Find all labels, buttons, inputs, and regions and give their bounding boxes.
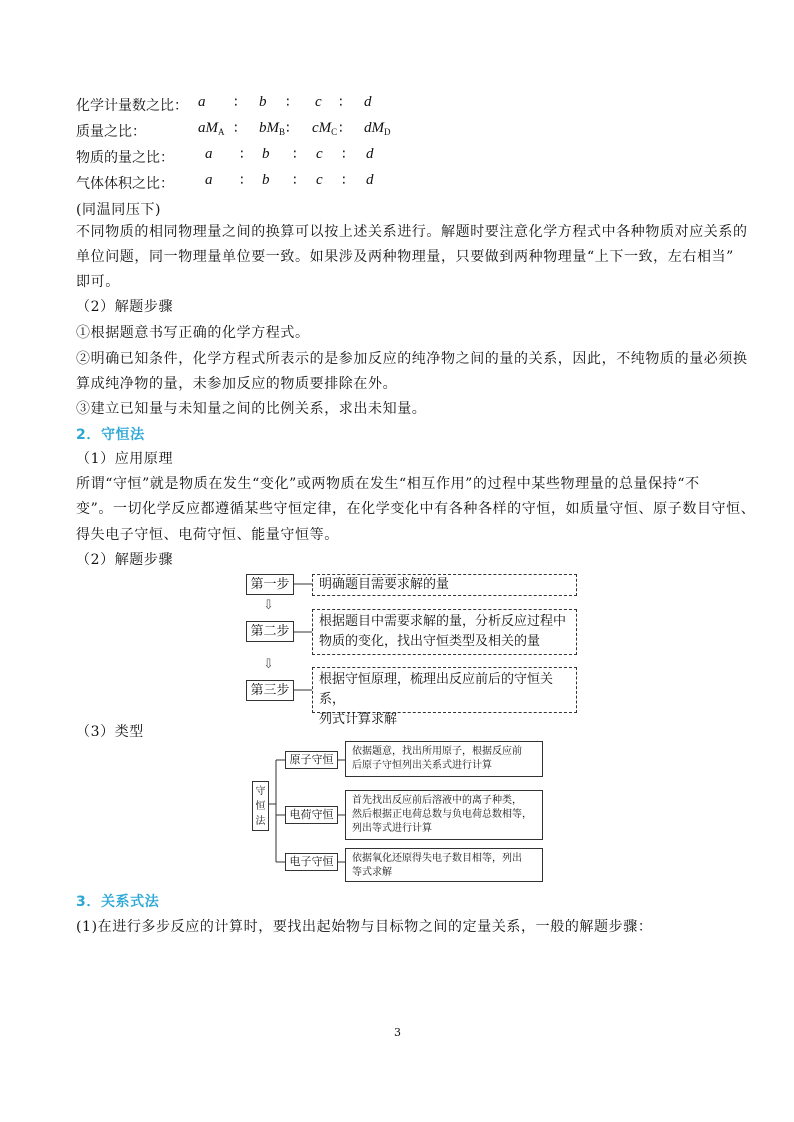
ratio-value: b xyxy=(262,172,270,188)
ratio-note: (同温同压下) xyxy=(76,202,162,218)
type-name: 电子守恒 xyxy=(285,853,338,871)
step-item: ①根据题意书写正确的化学方程式。 xyxy=(76,325,310,341)
down-arrow-icon: ⇩ xyxy=(263,598,274,613)
subsection-title: （3）类型 xyxy=(76,724,144,740)
ratio-value: a xyxy=(205,146,213,162)
ratio-value: $cM_C$ xyxy=(312,120,338,137)
ratio-colon: ∶ xyxy=(339,121,343,137)
flow-step-label: 第二步 xyxy=(246,621,294,642)
ratio-colon: ∶ xyxy=(293,173,297,189)
ratio-colon: ∶ xyxy=(286,95,290,111)
text-line: 单位问题，同一物理量单位要一致。如果涉及两种物理量，只要做到两种物理量“上下一致，左右相当” xyxy=(76,249,734,265)
ratio-colon: ∶ xyxy=(240,147,244,163)
section-heading: 2．守恒法 xyxy=(76,427,145,443)
text-line: 变”。一切化学反应都遵循某些守恒定律，在化学变化中有各种各样的守恒，如质量守恒、原子数目守恒、 xyxy=(76,501,756,517)
text-line: 即可。 xyxy=(76,274,120,290)
ratio-label: 化学计量数之比： xyxy=(76,98,188,114)
text-line: 不同物质的相同物理量之间的换算可以按上述关系进行。解题时要注意化学方程式中各种物质对应关系的 xyxy=(76,224,748,240)
ratio-label: 质量之比： xyxy=(76,124,146,140)
type-name: 原子守恒 xyxy=(285,751,338,769)
ratio-value: d xyxy=(366,146,374,162)
down-arrow-icon: ⇩ xyxy=(263,657,274,672)
flow-step-text: 根据守恒原理，梳理出反应前后的守恒关系， 列式计算求解 xyxy=(312,667,577,713)
subsection-title: （2）解题步骤 xyxy=(76,552,174,568)
step-item: ③建立已知量与未知量之间的比例关系，求出未知量。 xyxy=(76,401,427,417)
ratio-value: d xyxy=(364,94,372,110)
type-name: 电荷守恒 xyxy=(285,806,338,824)
text-line: 所谓“守恒”就是物质在发生“变化”或两物质在发生“相互作用”的过程中某些物理量的总量保持“不 xyxy=(76,476,700,492)
ratio-value: c xyxy=(316,146,323,162)
ratio-label: 物质的量之比： xyxy=(76,150,174,166)
ratio-value: c xyxy=(315,94,322,110)
ratio-value: $aM_A$ xyxy=(198,120,225,137)
flow-step-text: 根据题目中需要求解的量，分析反应过程中 物质的变化，找出守恒类型及相关的量 xyxy=(312,609,577,655)
type-desc: 依据氧化还原得失电子数目相等，列出 等式求解 xyxy=(345,848,543,882)
type-desc: 依据题意，找出所用原子，根据反应前 后原子守恒列出关系式进行计算 xyxy=(345,741,543,777)
ratio-colon: ∶ xyxy=(234,121,238,137)
flow-step-label: 第三步 xyxy=(246,680,294,701)
flow-step-text: 明确题目需要求解的量 xyxy=(312,574,577,596)
section-heading: 3．关系式法 xyxy=(76,894,160,910)
page-number: 3 xyxy=(394,1026,401,1039)
subsection-title: （1）应用原理 xyxy=(76,451,174,467)
flow-step-label: 第一步 xyxy=(246,574,294,595)
ratio-value: d xyxy=(366,172,374,188)
ratio-value: b xyxy=(262,146,270,162)
ratio-colon: ∶ xyxy=(342,147,346,163)
ratio-colon: ∶ xyxy=(234,95,238,111)
text-line: (1)在进行多步反应的计算时，要找出起始物与目标物之间的定量关系，一般的解题步骤： xyxy=(76,919,653,935)
ratio-colon: ∶ xyxy=(286,121,290,137)
ratio-value: $dM_D$ xyxy=(364,120,391,137)
types-root: 守 恒 法 xyxy=(252,781,269,831)
ratio-value: a xyxy=(198,94,206,110)
ratio-value: a xyxy=(205,172,213,188)
ratio-colon: ∶ xyxy=(293,147,297,163)
ratio-value: b xyxy=(259,94,267,110)
step-item: ②明确已知条件，化学方程式所表示的是参加反应的纯净物之间的量的关系，因此，不纯物质的量必须换 xyxy=(76,351,748,367)
ratio-colon: ∶ xyxy=(342,173,346,189)
steps-title: （2）解题步骤 xyxy=(76,299,174,315)
type-desc: 首先找出反应前后溶液中的离子种类， 然后根据正电荷总数与负电荷总数相等， 列出等式进行计算 xyxy=(345,790,543,840)
text-line: 得失电子守恒、电荷守恒、能量守恒等。 xyxy=(76,527,339,543)
ratio-colon: ∶ xyxy=(240,173,244,189)
ratio-label: 气体体积之比： xyxy=(76,176,174,192)
ratio-value: $bM_B$ xyxy=(259,120,286,137)
step-item: 算成纯净物的量，未参加反应的物质要排除在外。 xyxy=(76,376,398,392)
ratio-colon: ∶ xyxy=(339,95,343,111)
ratio-value: c xyxy=(316,172,323,188)
